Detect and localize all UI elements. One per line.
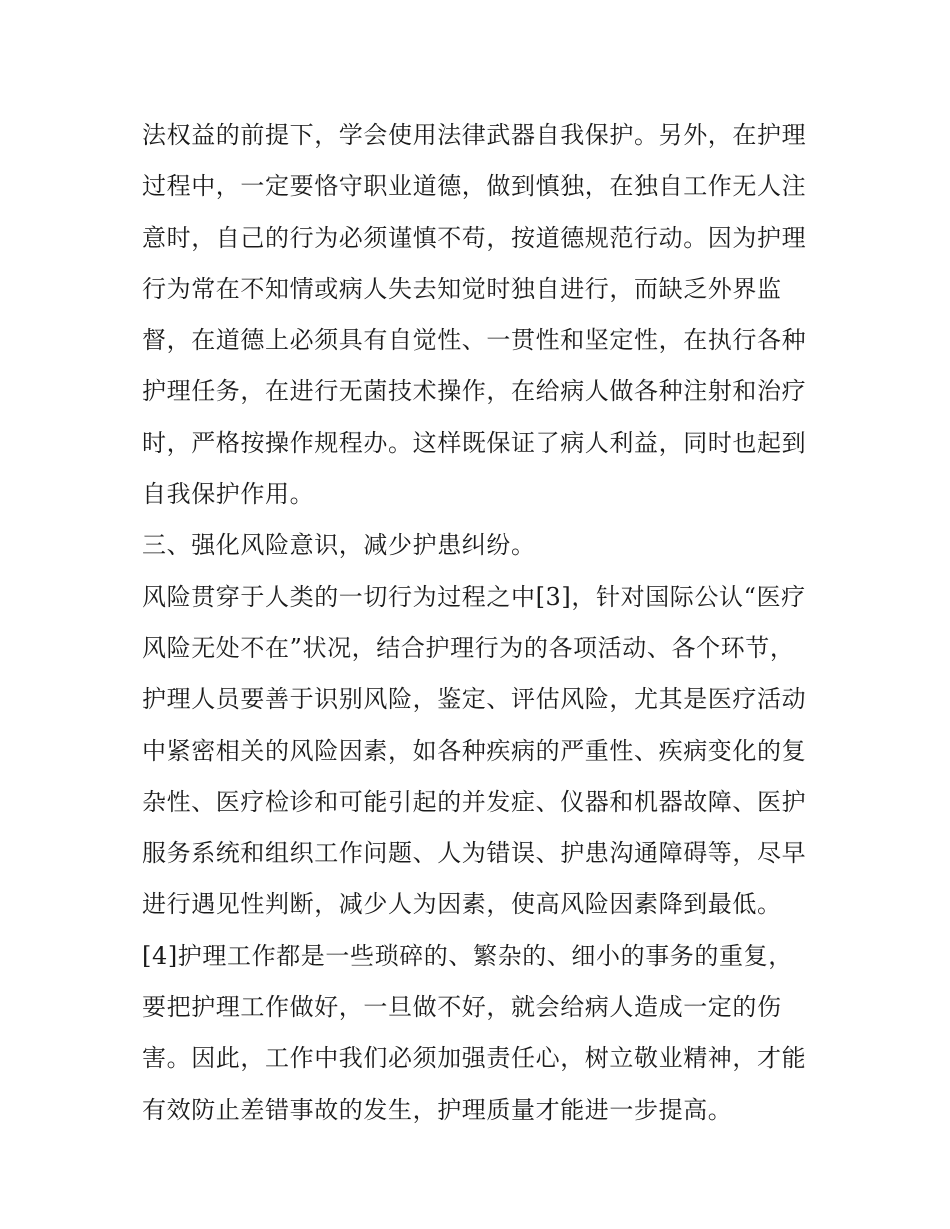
document-body [142, 110, 822, 1136]
text-line: 有效防止差错事故的发生，护理质量才能进一步提高。 [142, 1095, 733, 1124]
text-line: 风险无处不在”状况，结合护理行为的各项活动、各个环节， [142, 633, 795, 662]
text-line: 意时，自己的行为必须谨慎不苟，按道德规范行动。因为护理 [142, 223, 807, 252]
text-line: 护理任务，在进行无菌技术操作，在给病人做各种注射和治疗 [142, 377, 807, 406]
text-line: 杂性、医疗检诊和可能引起的并发症、仪器和机器故障、医护 [142, 787, 807, 816]
text-line: 护理人员要善于识别风险，鉴定、评估风险，尤其是医疗活动 [142, 685, 807, 714]
section-heading: 三、强化风险意识，减少护患纠纷。 [142, 531, 536, 560]
text-line: 督，在道德上必须具有自觉性、一贯性和坚定性，在执行各种 [142, 326, 807, 355]
text-line: 中紧密相关的风险因素，如各种疾病的严重性、疾病变化的复 [142, 736, 807, 765]
text-line: 害。因此，工作中我们必须加强责任心，树立敬业精神，才能 [142, 1044, 807, 1073]
text-line: 服务系统和组织工作问题、人为错误、护患沟通障碍等，尽早 [142, 839, 807, 868]
text-line: 法权益的前提下，学会使用法律武器自我保护。另外，在护理 [142, 121, 807, 149]
text-line: [4]护理工作都是一些琐碎的、繁杂的、细小的事务的重复， [142, 941, 793, 970]
text-line: 过程中，一定要恪守职业道德，做到慎独，在独自工作无人注 [142, 172, 807, 201]
text-line: 行为常在不知情或病人失去知觉时独自进行，而缺乏外界监 [142, 274, 782, 303]
text-line: 进行遇见性判断，减少人为因素，使高风险因素降到最低。 [142, 890, 782, 919]
text-line: 自我保护作用。 [142, 480, 315, 509]
text-line: 时，严格按操作规程办。这样既保证了病人利益，同时也起到 [142, 428, 807, 457]
text-line: 要把护理工作做好，一旦做不好，就会给病人造成一定的伤 [142, 993, 782, 1022]
text-line: 风险贯穿于人类的一切行为过程之中[3]，针对国际公认“医疗 [142, 582, 806, 611]
